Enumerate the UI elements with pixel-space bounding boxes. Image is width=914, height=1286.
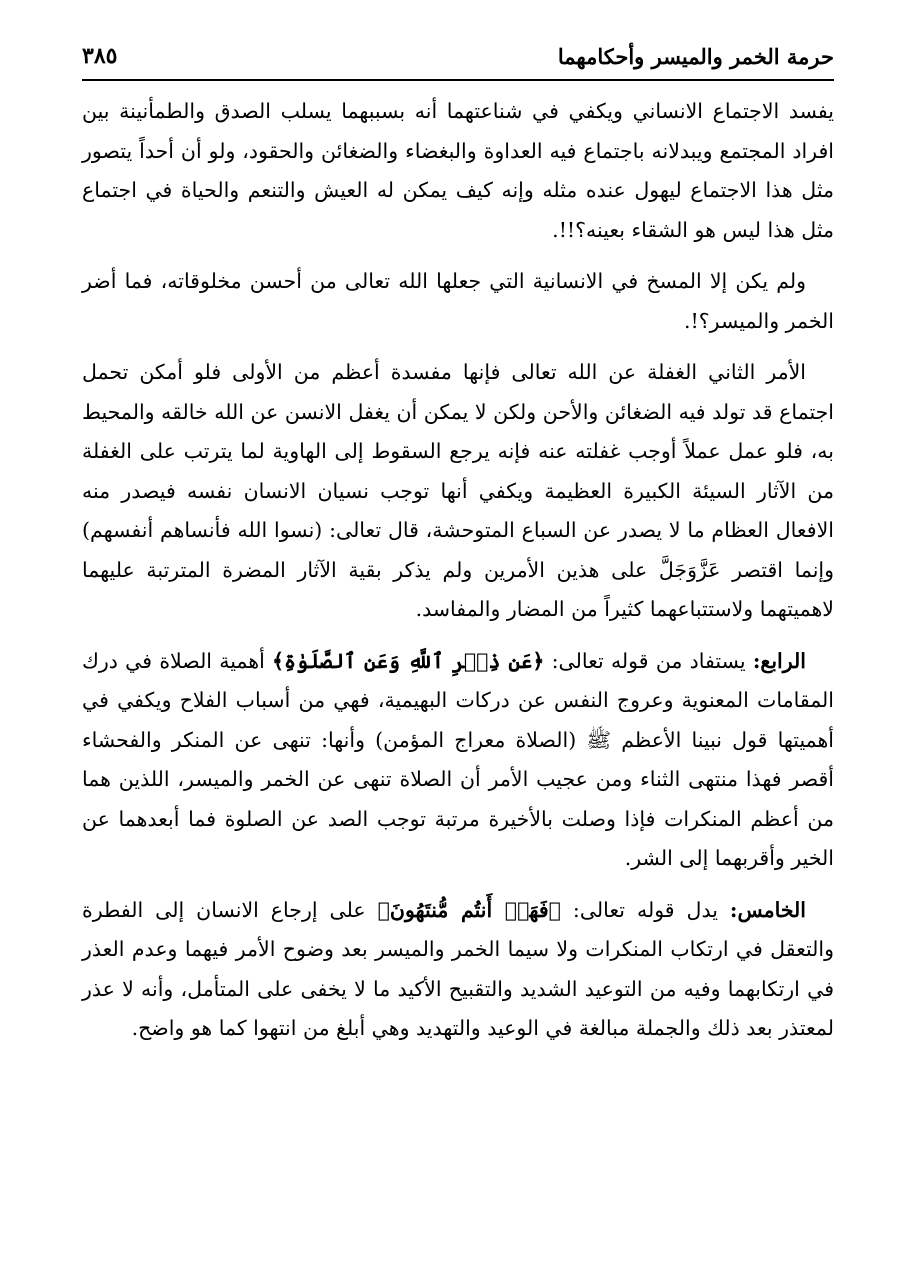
paragraph-3: الأمر الثاني الغفلة عن الله تعالى فإنها مفسدة أعظم من الأولى فلو أمكن تحمل اجتماع قد تولد فيه الضغائن والأحن ولكن لا يمكن أن يغفل الانسن عن الله خالقه والمحيط به، فلو عمل عملاً أوجب غفلته عنه فإنه يرجع السقوط إلى الهاوية لما يترتب على الغفلة من الآثار السيئة الكبيرة العظيمة ويكفي أنها توجب نسيان الانسان نفسه فيصدر منه الافعال العظام ما لا يصدر عن السباع المتوحشة، قال تعالى: (نسوا الله فأنساهم أنفسهم) وإنما اقتصر عَزَّوَجَلَّ على هذين الأمرين ولم يذكر بقية الآثار المضرة المترتبة عليهما لاهميتهما ولاستتباعهما كثيراً من المضار والمفاسد. bbox=[82, 360, 834, 621]
header-divider bbox=[82, 79, 834, 81]
paragraph-4-lead: الرابع: bbox=[752, 648, 806, 673]
paragraph-5-intro: يدل قوله تعالى: bbox=[560, 897, 730, 922]
book-page bbox=[82, 36, 834, 1256]
page-number: ٣٨٥ bbox=[82, 43, 118, 69]
paragraph-1: يفسد الاجتماع الانساني ويكفي في شناعتهما أنه بسببهما يسلب الصدق والطمأنينة بين افراد المجتمع ويبدلانه باجتماع فيه العداوة والبغضاء والضغائن والحقود، ولو أن أحداً يتصور مثل هذا الاجتماع ليهول عنده مثله وإنه كيف يمكن له العيش والتنعم والحياة في اجتماع مثل هذا ليس هو الشقاء بعينه؟!!. bbox=[82, 99, 834, 242]
paragraph-5-body: على إرجاع الانسان إلى الفطرة والتعقل في ارتكاب المنكرات ولا سيما الخمر والميسر بعد وضوح الأمر فيهما وعدم العذر في ارتكابهما وفيه من التوعيد الشديد والتقبيح الأكيد ما لا يخفى على المتأمل، وأنه لا عذر لمعتذر بعد ذلك والجملة مبالغة في الوعيد والتهديد وهي أبلغ من انتهوا كما هو واضح. bbox=[82, 897, 834, 1040]
paragraph-5 bbox=[82, 891, 834, 1049]
quran-quote-desist: ﴿فَهَلۡ أَنتُم مُّنتَهُونَ﴾ bbox=[377, 897, 561, 922]
page-header bbox=[82, 36, 834, 76]
running-title: حرمة الخمر والميسر وأحكامهما bbox=[557, 43, 834, 69]
paragraph-5-lead: الخامس: bbox=[729, 897, 806, 922]
paragraph-4 bbox=[82, 642, 834, 879]
quran-quote-prayer: ﴿عَن ذِكۡرِ ٱللَّهِ وَعَنِ ٱلصَّلَوٰةِ﴾ bbox=[272, 648, 545, 673]
paragraph-2: ولم يكن إلا المسخ في الانسانية التي جعلها الله تعالى من أحسن مخلوقاته، فما أضر الخمر والميسر؟!. bbox=[82, 269, 834, 333]
body-text bbox=[82, 92, 834, 1061]
paragraph-4-body: أهمية الصلاة في درك المقامات المعنوية وعروج النفس عن دركات البهيمية، فهي من أسباب الفلاح ويكفي في أهميتها قول نبينا الأعظم ﷺ (الصلاة معراج المؤمن) وأنها: تنهى عن المنكر والفحشاء أقصر فهذا منتهى الثناء ومن عجيب الأمر أن الصلاة تنهى عن الخمر والميسر، اللذين هما من أعظم المنكرات فإذا وصلت بالأخيرة مرتبة توجب الصد عن الصلوة فما أبعدهما عن الخير وأقربهما إلى الشر. bbox=[82, 648, 834, 870]
paragraph-4-intro: يستفاد من قوله تعالى: bbox=[544, 648, 753, 673]
